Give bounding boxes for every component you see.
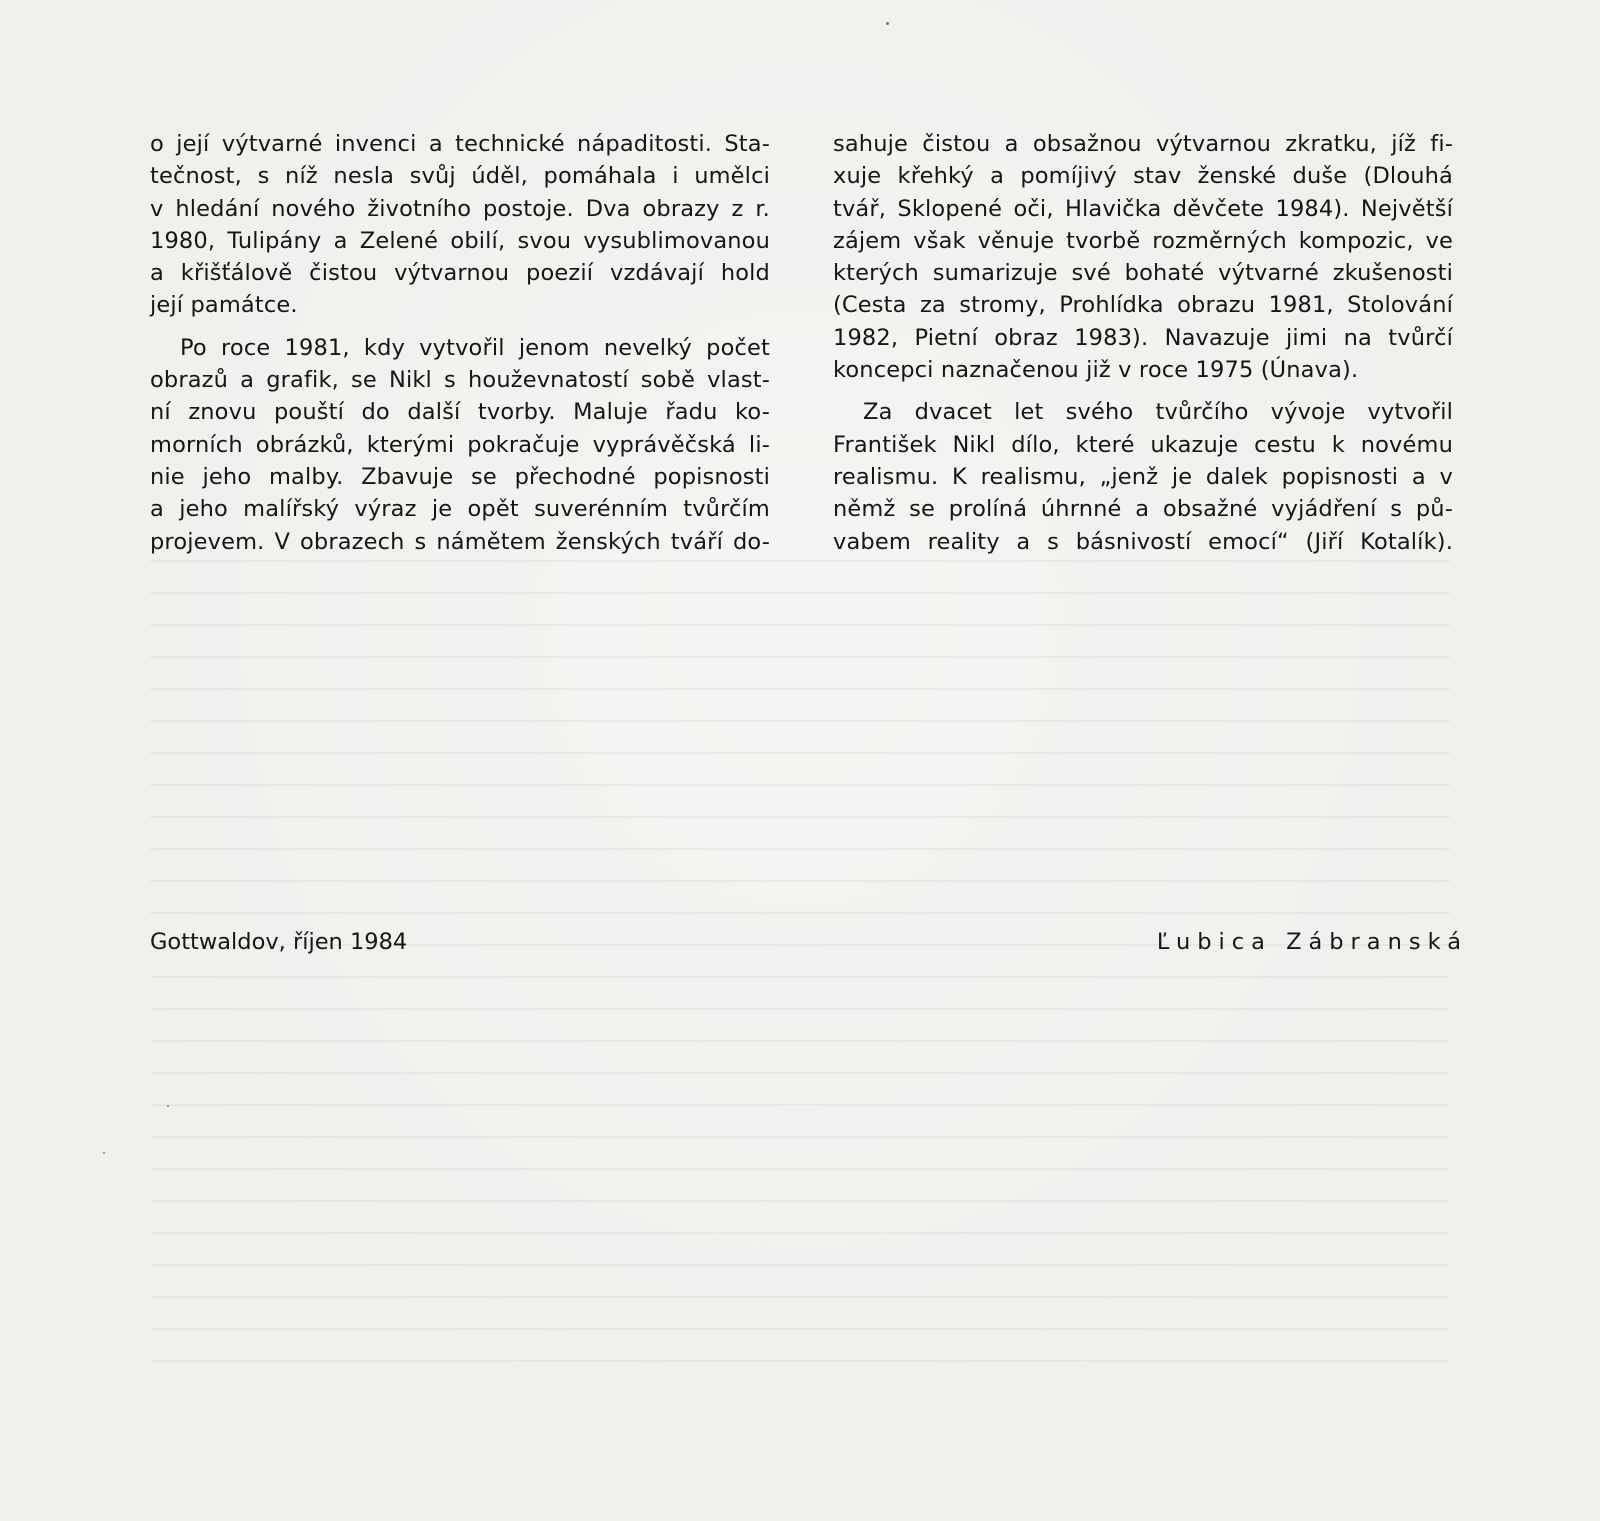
- text-line: a křišťálově čistou výtvarnou poezií vzdávají hold: [150, 260, 770, 287]
- text-line: ní znovu pouští do další tvorby. Maluje řadu ko-: [150, 399, 770, 426]
- text-line: o její výtvarné invenci a technické nápaditosti. Sta-: [150, 131, 770, 157]
- author-signature: Ľubica Zábranská: [1156, 929, 1468, 955]
- text-line: obrazů a grafik, se Nikl s houževnatostí sobě vlast-: [150, 367, 770, 394]
- left-text-column: [150, 128, 770, 558]
- paragraph: [833, 128, 1453, 386]
- text-line: vabem reality a s básnivostí emocí“ (Jiří Kotalík).: [833, 528, 1453, 555]
- text-line: tvář, Sklopené oči, Hlavička děvčete 1984). Největší: [833, 195, 1453, 222]
- text-line: kterých sumarizuje své bohaté výtvarné zkušenosti: [833, 260, 1453, 287]
- text-line: němž se prolíná úhrnné a obsažné vyjádření s pů-: [833, 496, 1453, 523]
- text-line: morních obrázků, kterými pokračuje vyprávěčská li-: [150, 431, 770, 458]
- paragraph: [150, 128, 770, 322]
- text-line: 1980, Tulipány a Zelené obilí, svou vysublimovanou: [150, 227, 770, 254]
- text-line: sahuje čistou a obsažnou výtvarnou zkratku, jíž fi-: [833, 131, 1453, 157]
- text-line: 1982, Pietní obraz 1983). Navazuje jimi na tvůrčí: [833, 324, 1453, 351]
- text-line: realismu. K realismu, „jenž je dalek popisnosti a v: [833, 463, 1453, 490]
- paragraph: [150, 332, 770, 558]
- show-through-text: [150, 560, 1450, 1380]
- text-line: František Nikl dílo, které ukazuje cestu k novému: [833, 431, 1453, 458]
- place-date: Gottwaldov, říjen 1984: [150, 929, 408, 955]
- text-line: xuje křehký a pomíjivý stav ženské duše (Dlouhá: [833, 163, 1453, 190]
- text-line: tečnost, s níž nesla svůj úděl, pomáhala i umělci: [150, 163, 770, 190]
- paragraph: [833, 396, 1453, 557]
- text-line: (Cesta za stromy, Prohlídka obrazu 1981, Stolování: [833, 292, 1453, 319]
- text-line: Po roce 1981, kdy vytvořil jenom nevelký počet: [180, 334, 770, 361]
- text-line: nie jeho malby. Zbavuje se přechodné popisnosti: [150, 463, 770, 490]
- right-text-column: [833, 128, 1453, 558]
- paragraph-gap: [150, 322, 770, 332]
- text-line: v hledání nového životního postoje. Dva obrazy z r.: [150, 195, 770, 222]
- paper-speck: [886, 22, 889, 25]
- text-line: a jeho malířský výraz je opět suverénním tvůrčím: [150, 496, 770, 523]
- paragraph-gap: [833, 386, 1453, 396]
- text-line: zájem však věnuje tvorbě rozměrných kompozic, ve: [833, 227, 1453, 254]
- paper-speck: [103, 1152, 105, 1154]
- text-line: koncepci naznačenou již v roce 1975 (Únava).: [833, 357, 1359, 384]
- text-line: projevem. V obrazech s námětem ženských tváří do-: [150, 528, 770, 555]
- text-line: Za dvacet let svého tvůrčího vývoje vytvořil: [863, 399, 1453, 426]
- text-line: její památce.: [150, 292, 298, 319]
- paper-speck: [167, 1105, 169, 1107]
